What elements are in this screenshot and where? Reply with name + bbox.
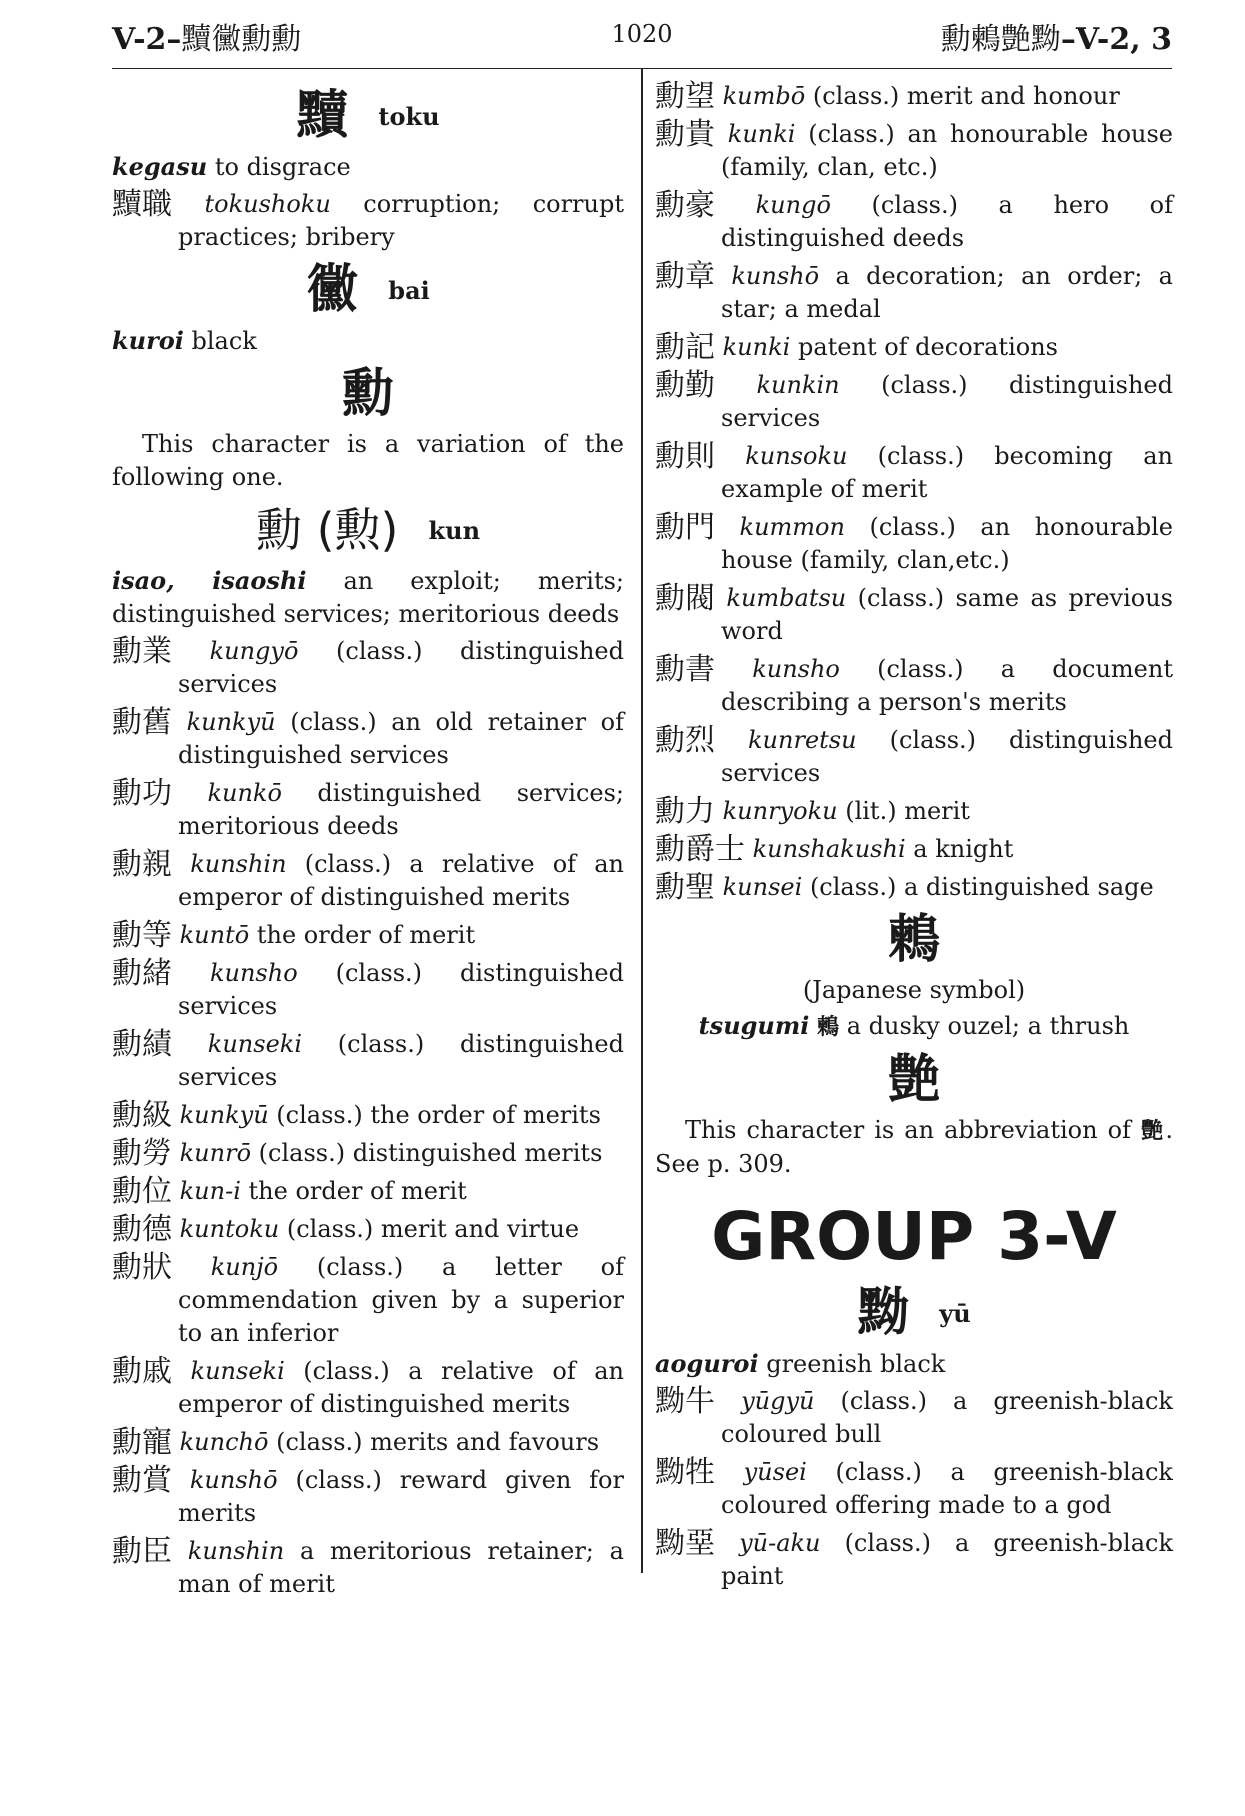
entry-reading: kunsoku <box>745 442 848 470</box>
entry-kanji: 勳緒 <box>112 956 172 991</box>
group-title: GROUP 3-V <box>711 1198 1117 1275</box>
entry-meaning: (class.) distinguished merits <box>258 1139 603 1167</box>
compound-entry <box>655 80 1173 113</box>
entry-meaning: (class.) merits and favours <box>276 1428 600 1456</box>
headword-toku <box>112 86 624 146</box>
entry-reading: kunki <box>727 120 796 148</box>
entry-meaning: (class.) distinguished services <box>721 726 1173 787</box>
entry-meaning: (lit.) merit <box>845 797 970 825</box>
entry-meaning: (class.) a greenish-black coloured bull <box>721 1387 1173 1448</box>
entry-reading: kunkyū <box>179 1101 269 1129</box>
compound-entry <box>112 1213 624 1246</box>
entry-meaning: (class.) becoming an example of merit <box>721 442 1173 503</box>
compound-entry <box>112 848 624 914</box>
headword-kanji: 艶 <box>887 1050 940 1110</box>
entry-kanji: 勳業 <box>112 634 172 669</box>
main-meaning <box>655 1009 1173 1044</box>
entry-meaning: (class.) distinguished services <box>178 1030 624 1091</box>
entry-reading: kunshō <box>189 1466 278 1494</box>
entry-reading: kunseki <box>207 1030 302 1058</box>
headword-reading: yū <box>939 1298 971 1328</box>
entry-kanji: 勳德 <box>112 1212 172 1247</box>
entry-meaning: (class.) a relative of an emperor of distinguished merits <box>178 1357 624 1418</box>
entry-kanji: 勳等 <box>112 918 172 953</box>
entry-kanji: 勳勞 <box>112 1136 172 1171</box>
variant-note: This character is a variation of the following one. <box>112 430 624 491</box>
entry-kanji: 勳力 <box>655 794 715 829</box>
entry-reading: kunsho <box>209 959 298 987</box>
entry-meaning: (class.) a greenish-black coloured offering made to a god <box>721 1458 1173 1519</box>
entry-kanji: 勳臣 <box>112 1534 172 1569</box>
entry-meaning: (class.) the order of merits <box>276 1101 601 1129</box>
main-meaning <box>112 564 624 631</box>
compound-entry <box>112 1175 624 1208</box>
abbreviation-note <box>655 1114 1173 1181</box>
entry-meaning: (class.) distinguished services <box>178 637 624 698</box>
entry-reading: tokushoku <box>204 190 331 218</box>
compound-entry <box>112 777 624 843</box>
header-separator-left: – <box>166 22 182 57</box>
compound-entry <box>655 189 1173 255</box>
left-column <box>112 80 624 1606</box>
kun-reading: tsugumi <box>698 1011 810 1040</box>
compound-entry <box>655 369 1173 435</box>
entry-reading: kunkin <box>756 371 840 399</box>
entry-kanji: 勳則 <box>655 439 715 474</box>
entry-kanji: 勳貴 <box>655 117 715 152</box>
compound-entry <box>655 1456 1173 1522</box>
meaning: greenish black <box>766 1350 946 1378</box>
entry-meaning: (class.) an honourable house (family, clan,etc.) <box>721 513 1173 574</box>
entry-reading: kunshō <box>731 262 820 290</box>
entry-reading: kunkyū <box>186 708 276 736</box>
entry-kanji: 勳親 <box>112 847 172 882</box>
page-number: 1020 <box>611 20 673 48</box>
entry-reading: kunki <box>722 333 791 361</box>
header-group-code-left: V-2 <box>112 22 167 57</box>
entry-kanji: 勳級 <box>112 1098 172 1133</box>
entry-reading: kunryoku <box>722 797 838 825</box>
compound-entry <box>655 1385 1173 1451</box>
entry-reading: kumbō <box>722 82 806 110</box>
entry-list-right <box>655 80 1173 904</box>
headword-reading: kun <box>428 515 481 545</box>
kun-reading: aoguroi <box>655 1349 759 1378</box>
main-meaning <box>112 150 624 184</box>
entry-reading: kunshin <box>187 1537 285 1565</box>
compound-entry <box>655 1527 1173 1593</box>
entry-kanji: 勳勤 <box>655 368 715 403</box>
entry-kanji: 勳門 <box>655 510 715 545</box>
compound-entry <box>112 1426 624 1459</box>
headword-tsuya <box>655 1050 1173 1110</box>
entry-reading: kunjō <box>210 1253 279 1281</box>
entry-kanji: 勳寵 <box>112 1425 172 1460</box>
inline-kanji: 艷 <box>1140 1119 1166 1144</box>
entry-kanji: 勳位 <box>112 1174 172 1209</box>
entry-kanji: 勳聖 <box>655 870 715 905</box>
main-meaning <box>655 1347 1173 1381</box>
kun-reading: kuroi <box>112 326 184 355</box>
entry-meaning: (class.) distinguished services <box>178 959 624 1020</box>
entry-kanji: 黝堊 <box>655 1526 715 1561</box>
entry-meaning: (class.) merit and honour <box>812 82 1120 110</box>
entry-kanji: 勳記 <box>655 330 715 365</box>
entry-meaning: a decoration; an order; a star; a medal <box>721 262 1173 323</box>
entry-reading: yūgyū <box>741 1387 815 1415</box>
entry-meaning: patent of decorations <box>797 333 1058 361</box>
entry-kanji: 勳烈 <box>655 723 715 758</box>
entry-reading: kunsei <box>722 873 803 901</box>
compound-entry <box>655 795 1173 828</box>
headword-kanji: 鶫 <box>887 910 940 970</box>
entry-kanji: 勳狀 <box>112 1250 172 1285</box>
meaning: a dusky ouzel; a thrush <box>846 1012 1130 1040</box>
entry-meaning: a knight <box>913 835 1014 863</box>
entry-reading: kunrō <box>179 1139 252 1167</box>
entry-kanji: 勳豪 <box>655 188 715 223</box>
headword-kanji: 黷 <box>296 86 349 146</box>
compound-entry <box>655 724 1173 790</box>
compound-entry <box>112 706 624 772</box>
inline-kanji: 鶫 <box>817 1015 840 1040</box>
compound-entry <box>112 1099 624 1132</box>
compound-entry <box>655 511 1173 577</box>
headword-variant <box>112 364 624 424</box>
entry-reading: kunseki <box>190 1357 285 1385</box>
entry-meaning: (class.) a greenish-black paint <box>721 1529 1173 1590</box>
compound-entry <box>112 635 624 701</box>
entry-kanji: 勳功 <box>112 776 172 811</box>
meaning: black <box>191 327 257 355</box>
entry-meaning: (class.) same as previous word <box>721 584 1173 645</box>
entry-reading: yūsei <box>743 1458 807 1486</box>
entry-meaning: (class.) distinguished services <box>721 371 1173 432</box>
entry-kanji: 黷職 <box>112 187 172 222</box>
entry-meaning: (class.) a document describing a person's merits <box>721 655 1173 716</box>
entry-meaning: (class.) a letter of commendation given by a superior to an inferior <box>178 1253 624 1347</box>
headword-kun <box>112 500 624 560</box>
compound-entry <box>112 188 624 254</box>
headword-yu <box>655 1283 1173 1343</box>
page-reference: . See p. 309. <box>655 1116 1173 1178</box>
headword-kanji: 黴 <box>306 260 359 320</box>
entry-kanji: 勳閥 <box>655 581 715 616</box>
compound-entry <box>655 440 1173 506</box>
entry-reading: yū-aku <box>739 1529 821 1557</box>
entry-kanji: 勳績 <box>112 1027 172 1062</box>
entry-meaning: (class.) a distinguished sage <box>809 873 1154 901</box>
entry-kanji: 黝牲 <box>655 1455 715 1490</box>
headword-kanji: 勳 (勲) <box>255 503 399 557</box>
headword-reading: toku <box>378 101 440 131</box>
entry-kanji: 勳爵士 <box>655 832 745 867</box>
entry-meaning: (class.) an honourable house (family, clan, etc.) <box>721 120 1173 181</box>
entry-list-yu <box>655 1385 1173 1593</box>
compound-entry <box>112 1251 624 1350</box>
header-chars-right: 勳鶫艶黝 <box>940 22 1061 57</box>
symbol-note: (Japanese symbol) <box>802 976 1026 1004</box>
entry-kanji: 勳章 <box>655 259 715 294</box>
headword-kanji: 黝 <box>857 1283 910 1343</box>
entry-reading: kunretsu <box>748 726 857 754</box>
entry-meaning: corruption; corrupt practices; bribery <box>178 190 624 251</box>
kun-reading: isao, isaoshi <box>112 566 307 595</box>
entry-reading: kuntō <box>179 921 250 949</box>
entry-reading: kungō <box>755 191 831 219</box>
entry-reading: kuntoku <box>179 1215 280 1243</box>
compound-entry <box>112 1355 624 1421</box>
entry-reading: kunkō <box>207 779 282 807</box>
entry-meaning: the order of merit <box>256 921 476 949</box>
header-separator-right: – <box>1060 22 1076 57</box>
compound-entry <box>655 331 1173 364</box>
kun-reading: kegasu <box>112 152 208 181</box>
compound-entry <box>655 871 1173 904</box>
note-text: This character is an abbreviation of <box>685 1116 1131 1144</box>
column-divider <box>641 68 643 1573</box>
page-header <box>112 14 1172 62</box>
right-column <box>655 80 1173 1598</box>
compound-entry <box>655 260 1173 326</box>
entry-reading: kunsho <box>752 655 840 683</box>
compound-entry <box>112 919 624 952</box>
entry-kanji: 勳戚 <box>112 1354 172 1389</box>
headword-bai <box>112 260 624 320</box>
entry-meaning: (class.) a relative of an emperor of distinguished merits <box>178 850 625 911</box>
entry-kanji: 勳書 <box>655 652 715 687</box>
header-chars-left: 黷黴勳勳 <box>181 22 302 57</box>
compound-entry <box>112 1464 624 1530</box>
entry-meaning: a meritorious retainer; a man of merit <box>178 1537 624 1598</box>
entry-meaning: (class.) an old retainer of distinguished services <box>178 708 624 769</box>
headword-reading: bai <box>388 275 430 305</box>
entry-reading: kunshin <box>190 850 287 878</box>
compound-entry <box>655 118 1173 184</box>
entry-kanji: 勳舊 <box>112 705 172 740</box>
compound-entry <box>112 957 624 1023</box>
entry-meaning: (class.) reward given for merits <box>178 1466 624 1527</box>
entry-meaning: (class.) merit and virtue <box>286 1215 580 1243</box>
entry-reading: kunshakushi <box>752 835 906 863</box>
entry-reading: kumbatsu <box>726 584 847 612</box>
entry-meaning: (class.) a hero of distinguished deeds <box>721 191 1173 252</box>
entry-kanji: 黝牛 <box>655 1384 715 1419</box>
header-right <box>941 14 1172 58</box>
main-meaning <box>112 324 624 358</box>
meaning: an exploit; merits; distinguished services; meritorious deeds <box>112 567 624 628</box>
entry-kanji: 勳望 <box>655 79 715 114</box>
compound-entry <box>655 582 1173 648</box>
compound-entry <box>655 653 1173 719</box>
headword-tsugumi <box>655 910 1173 970</box>
entry-reading: kunchō <box>179 1428 269 1456</box>
header-group-code-right: V-2, 3 <box>1075 22 1172 57</box>
compound-entry <box>112 1535 624 1601</box>
meaning: to disgrace <box>214 153 351 181</box>
entry-reading: kummon <box>739 513 845 541</box>
entry-meaning: distinguished services; meritorious deeds <box>178 779 624 840</box>
entry-reading: kun-i <box>179 1177 241 1205</box>
entry-meaning: the order of merit <box>248 1177 467 1205</box>
entry-kanji: 勳賞 <box>112 1463 172 1498</box>
entry-list-left <box>112 635 624 1601</box>
compound-entry <box>655 833 1173 866</box>
entry-reading: kungyō <box>209 637 299 665</box>
compound-entry <box>112 1137 624 1170</box>
headword-kanji: 勳 <box>341 364 394 424</box>
compound-entry <box>112 1028 624 1094</box>
